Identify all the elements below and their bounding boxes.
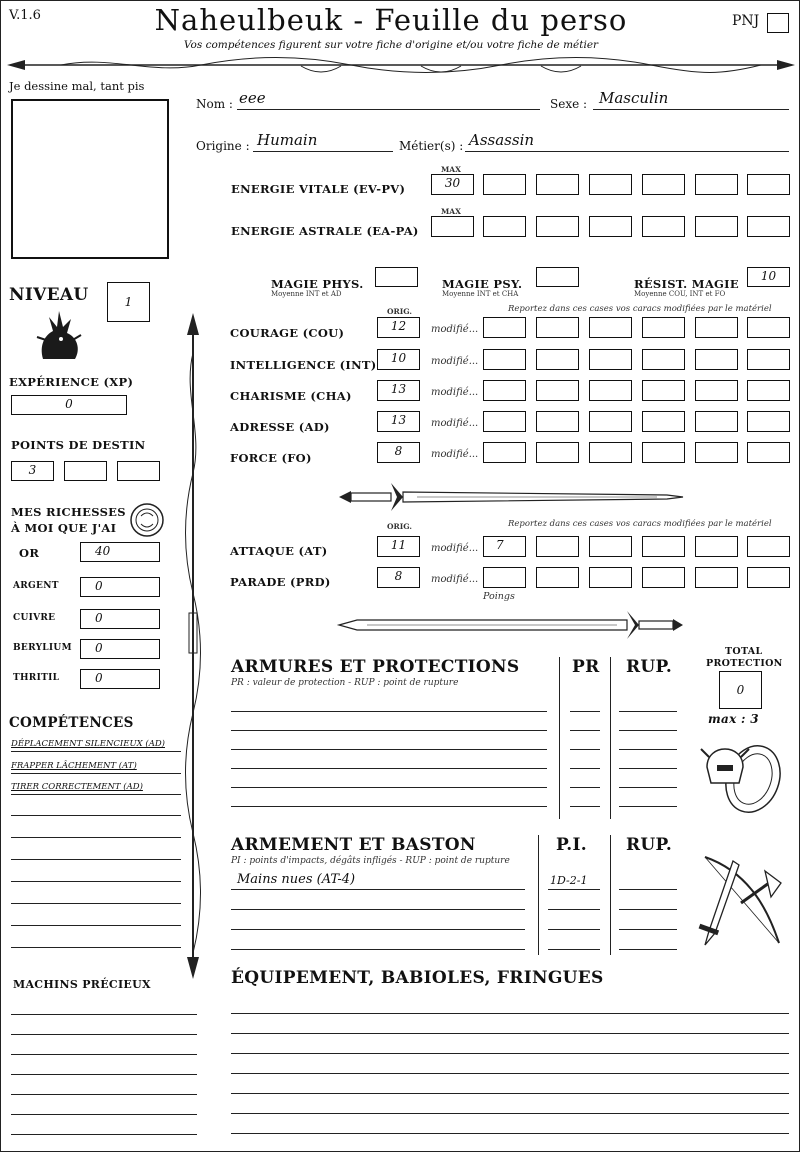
equipement-line bbox=[231, 1113, 789, 1114]
weapon-pi-value[interactable]: 1D-2-1 bbox=[550, 874, 588, 887]
carac-orig-box-3[interactable]: 13 bbox=[377, 411, 420, 432]
ev-max-box[interactable]: 30 bbox=[431, 174, 474, 195]
coin-icon bbox=[129, 502, 165, 538]
ev-box-6[interactable] bbox=[747, 174, 790, 195]
attaque-label: ATTAQUE (AT) bbox=[230, 544, 328, 558]
richesses-label-2: À MOI QUE J'AI bbox=[11, 521, 117, 535]
armure-line-1 bbox=[231, 730, 547, 731]
carac-mod-box-2-0[interactable] bbox=[483, 380, 526, 401]
competence-empty-line bbox=[11, 925, 181, 926]
parade-label: PARADE (PRD) bbox=[230, 575, 331, 589]
competence-empty-line bbox=[11, 881, 181, 882]
magie-phys-box[interactable] bbox=[375, 267, 418, 287]
attaque-mod-box-4[interactable] bbox=[695, 536, 738, 557]
richesse-box-4[interactable]: 0 bbox=[80, 669, 160, 689]
carac-mod-box-0-5[interactable] bbox=[747, 317, 790, 338]
armement-pi-line-0 bbox=[548, 889, 600, 890]
armement-rup-line-3 bbox=[619, 949, 677, 950]
total-protection-label-2: PROTECTION bbox=[706, 658, 783, 669]
carac-modified-label-3: modifié... bbox=[431, 418, 479, 429]
richesses-label-1: MES RICHESSES bbox=[11, 505, 126, 519]
carac-mod-box-3-2[interactable] bbox=[589, 411, 632, 432]
carac-mod-box-1-5[interactable] bbox=[747, 349, 790, 370]
carac-mod-box-3-0[interactable] bbox=[483, 411, 526, 432]
pnj-label: PNJ bbox=[732, 13, 760, 29]
destin-label: POINTS DE DESTIN bbox=[11, 438, 146, 452]
carac-orig-box-0[interactable]: 12 bbox=[377, 317, 420, 338]
armure-rup-line-5 bbox=[619, 806, 677, 807]
magie-psy-note: Moyenne INT et CHA bbox=[442, 290, 519, 298]
combat-orig-label: ORIG. bbox=[387, 522, 413, 531]
header-ornament-icon bbox=[1, 53, 800, 79]
equipement-title: ÉQUIPEMENT, BABIOLES, FRINGUES bbox=[231, 968, 604, 988]
ea-box-6[interactable] bbox=[747, 216, 790, 237]
armement-line-1 bbox=[231, 909, 525, 910]
armure-rup-line-1 bbox=[619, 730, 677, 731]
nom-underline bbox=[237, 109, 540, 110]
attaque-mod-box-1[interactable] bbox=[536, 536, 579, 557]
carac-mod-box-4-4[interactable] bbox=[695, 442, 738, 463]
weapons-icon bbox=[691, 853, 785, 949]
armure-line-3 bbox=[231, 768, 547, 769]
carac-modified-label-1: modifié... bbox=[431, 356, 479, 367]
carac-mod-box-0-4[interactable] bbox=[695, 317, 738, 338]
competence-item-1[interactable]: FRAPPER LÂCHEMENT (AT) bbox=[11, 761, 137, 771]
carac-label-1: INTELLIGENCE (INT) bbox=[230, 358, 377, 372]
armure-pr-line-0 bbox=[570, 711, 600, 712]
armures-title: ARMURES ET PROTECTIONS bbox=[231, 657, 520, 677]
niveau-box[interactable]: 1 bbox=[107, 282, 150, 322]
armure-line-5 bbox=[231, 806, 547, 807]
carac-mod-box-0-1[interactable] bbox=[536, 317, 579, 338]
nom-label: Nom : bbox=[196, 97, 233, 111]
armement-pi-line-2 bbox=[548, 929, 600, 930]
carac-mod-box-1-1[interactable] bbox=[536, 349, 579, 370]
attaque-mod-box-0[interactable]: 7 bbox=[483, 536, 526, 557]
nom-value[interactable]: eee bbox=[239, 89, 266, 107]
ea-box-4[interactable] bbox=[642, 216, 685, 237]
machins-line bbox=[11, 1014, 197, 1015]
resist-magie-note: Moyenne COU, INT et FO bbox=[634, 290, 726, 298]
ev-label: ENERGIE VITALE (EV-PV) bbox=[231, 182, 406, 196]
poings-label: Poings bbox=[483, 591, 515, 602]
armement-line-2 bbox=[231, 929, 525, 930]
parade-mod-box-1[interactable] bbox=[536, 567, 579, 588]
carac-mod-box-1-3[interactable] bbox=[642, 349, 685, 370]
equipement-line bbox=[231, 1033, 789, 1034]
machins-line bbox=[11, 1054, 197, 1055]
armement-line-3 bbox=[231, 949, 525, 950]
xp-box[interactable]: 0 bbox=[11, 395, 127, 415]
competence-empty-line bbox=[11, 903, 181, 904]
armement-divider-2 bbox=[610, 835, 611, 955]
dragon-icon bbox=[35, 307, 83, 363]
magie-psy-label: MAGIE PSY. bbox=[442, 277, 523, 291]
carac-mod-box-2-4[interactable] bbox=[695, 380, 738, 401]
machins-label: MACHINS PRÉCIEUX bbox=[13, 978, 151, 991]
machins-line bbox=[11, 1114, 197, 1115]
armement-rup-line-2 bbox=[619, 929, 677, 930]
carac-mod-box-4-0[interactable] bbox=[483, 442, 526, 463]
armure-line-2 bbox=[231, 749, 547, 750]
carac-mod-box-1-2[interactable] bbox=[589, 349, 632, 370]
competences-label: COMPÉTENCES bbox=[9, 715, 134, 731]
ev-max-label: MAX bbox=[441, 165, 461, 174]
weapon-name-value[interactable]: Mains nues (AT-4) bbox=[237, 872, 356, 887]
resist-magie-box[interactable]: 10 bbox=[747, 267, 790, 287]
parade-mod-box-2[interactable] bbox=[589, 567, 632, 588]
magie-phys-label: MAGIE PHYS. bbox=[271, 277, 364, 291]
attaque-mod-box-3[interactable] bbox=[642, 536, 685, 557]
armure-line-0 bbox=[231, 711, 547, 712]
parade-orig-box[interactable]: 8 bbox=[377, 567, 420, 588]
parade-mod-box-5[interactable] bbox=[747, 567, 790, 588]
carac-mod-box-0-0[interactable] bbox=[483, 317, 526, 338]
portrait-caption: Je dessine mal, tant pis bbox=[9, 79, 145, 93]
page-subtitle: Vos compétences figurent sur votre fiche d'origine et/ou votre fiche de métier bbox=[183, 39, 599, 51]
attaque-mod-box-5[interactable] bbox=[747, 536, 790, 557]
armement-col-rup: RUP. bbox=[626, 835, 673, 855]
carac-mod-box-1-4[interactable] bbox=[695, 349, 738, 370]
machins-line bbox=[11, 1094, 197, 1095]
carac-note: Reportez dans ces cases vos caracs modifiées par le matériel bbox=[508, 304, 772, 314]
armure-pr-line-5 bbox=[570, 806, 600, 807]
richesse-label-0: OR bbox=[19, 546, 40, 560]
version-label: V.1.6 bbox=[9, 8, 41, 23]
carac-mod-box-4-3[interactable] bbox=[642, 442, 685, 463]
armement-col-pi: P.I. bbox=[556, 835, 587, 855]
armures-col-pr: PR bbox=[572, 657, 600, 677]
carac-mod-box-2-1[interactable] bbox=[536, 380, 579, 401]
magie-phys-note: Moyenne INT et AD bbox=[271, 290, 342, 298]
attaque-mod-box-2[interactable] bbox=[589, 536, 632, 557]
carac-mod-box-1-0[interactable] bbox=[483, 349, 526, 370]
metier-label: Métier(s) : bbox=[399, 139, 464, 153]
armures-divider-2 bbox=[610, 657, 611, 819]
carac-mod-box-0-2[interactable] bbox=[589, 317, 632, 338]
metier-underline bbox=[465, 151, 789, 152]
helmet-shield-icon bbox=[695, 727, 785, 819]
machins-line bbox=[11, 1034, 197, 1035]
carac-label-0: COURAGE (COU) bbox=[230, 326, 345, 340]
armement-pi-line-3 bbox=[548, 949, 600, 950]
origine-label: Origine : bbox=[196, 139, 250, 153]
portrait-box[interactable] bbox=[11, 99, 169, 259]
total-protection-box[interactable]: 0 bbox=[719, 671, 762, 709]
armure-rup-line-4 bbox=[619, 787, 677, 788]
carac-modified-label-0: modifié... bbox=[431, 324, 479, 335]
armement-divider-1 bbox=[538, 835, 539, 955]
destin-box-1[interactable]: 3 bbox=[11, 461, 54, 481]
parade-mod-box-3[interactable] bbox=[642, 567, 685, 588]
carac-orig-box-2[interactable]: 13 bbox=[377, 380, 420, 401]
armement-rup-line-0 bbox=[619, 889, 677, 890]
armure-pr-line-3 bbox=[570, 768, 600, 769]
richesse-box-3[interactable]: 0 bbox=[80, 639, 160, 659]
armement-note: PI : points d'impacts, dégâts infligés - RUP : point de rupture bbox=[231, 856, 510, 866]
carac-orig-label: ORIG. bbox=[387, 307, 413, 316]
ev-box-4[interactable] bbox=[642, 174, 685, 195]
ea-max-box[interactable] bbox=[431, 216, 474, 237]
competence-empty-line bbox=[11, 947, 181, 948]
origine-value[interactable]: Humain bbox=[257, 131, 318, 149]
competence-line-1 bbox=[11, 773, 181, 774]
machins-line bbox=[11, 1074, 197, 1075]
competence-empty-line bbox=[11, 815, 181, 816]
parade-mod-box-4[interactable] bbox=[695, 567, 738, 588]
sexe-value[interactable]: Masculin bbox=[599, 89, 669, 107]
armement-rup-line-1 bbox=[619, 909, 677, 910]
spear-icon bbox=[181, 313, 205, 981]
carac-label-4: FORCE (FO) bbox=[230, 451, 312, 465]
armure-rup-line-3 bbox=[619, 768, 677, 769]
ea-box-3[interactable] bbox=[589, 216, 632, 237]
parade-mod-box-0[interactable] bbox=[483, 567, 526, 588]
sexe-underline bbox=[593, 109, 789, 110]
ev-box-5[interactable] bbox=[695, 174, 738, 195]
richesse-label-4: THRITIL bbox=[13, 673, 60, 683]
carac-mod-box-3-1[interactable] bbox=[536, 411, 579, 432]
pnj-checkbox[interactable] bbox=[767, 13, 789, 33]
equipement-line bbox=[231, 1093, 789, 1094]
resist-magie-label: RÉSIST. MAGIE bbox=[634, 277, 739, 291]
armures-col-rup: RUP. bbox=[626, 657, 673, 677]
ev-box-1[interactable] bbox=[483, 174, 526, 195]
carac-mod-box-2-3[interactable] bbox=[642, 380, 685, 401]
total-protection-label-1: TOTAL bbox=[725, 646, 763, 657]
equipement-line bbox=[231, 1053, 789, 1054]
destin-box-3[interactable] bbox=[117, 461, 160, 481]
attaque-orig-box[interactable]: 11 bbox=[377, 536, 420, 557]
carac-modified-label-4: modifié... bbox=[431, 449, 479, 460]
competence-item-0[interactable]: DÉPLACEMENT SILENCIEUX (AD) bbox=[11, 739, 165, 749]
metier-value[interactable]: Assassin bbox=[469, 131, 535, 149]
richesse-label-3: BERYLIUM bbox=[13, 643, 72, 653]
carac-mod-box-3-4[interactable] bbox=[695, 411, 738, 432]
richesse-box-2[interactable]: 0 bbox=[80, 609, 160, 629]
parade-modified-label: modifié... bbox=[431, 574, 479, 585]
combat-note: Reportez dans ces cases vos caracs modifiées par le matériel bbox=[508, 519, 772, 529]
magie-psy-box[interactable] bbox=[536, 267, 579, 287]
armure-pr-line-4 bbox=[570, 787, 600, 788]
ea-box-2[interactable] bbox=[536, 216, 579, 237]
machins-line bbox=[11, 1134, 197, 1135]
armement-pi-line-1 bbox=[548, 909, 600, 910]
armures-divider-1 bbox=[559, 657, 560, 819]
armure-pr-line-2 bbox=[570, 749, 600, 750]
carac-mod-box-4-1[interactable] bbox=[536, 442, 579, 463]
carac-mod-box-4-2[interactable] bbox=[589, 442, 632, 463]
richesse-label-2: CUIVRE bbox=[13, 613, 56, 623]
richesse-box-0[interactable]: 40 bbox=[80, 542, 160, 562]
carac-mod-box-2-5[interactable] bbox=[747, 380, 790, 401]
armure-line-4 bbox=[231, 787, 547, 788]
armures-note: PR : valeur de protection - RUP : point de rupture bbox=[231, 678, 459, 688]
ea-box-1[interactable] bbox=[483, 216, 526, 237]
destin-box-2[interactable] bbox=[64, 461, 107, 481]
niveau-label: NIVEAU bbox=[9, 285, 89, 305]
sword-icon bbox=[337, 479, 685, 515]
competence-item-2[interactable]: TIRER CORRECTEMENT (AD) bbox=[11, 782, 143, 792]
origine-underline bbox=[253, 151, 393, 152]
carac-mod-box-3-3[interactable] bbox=[642, 411, 685, 432]
equipement-line bbox=[231, 1013, 789, 1014]
ea-label: ENERGIE ASTRALE (EA-PA) bbox=[231, 224, 419, 238]
carac-label-3: ADRESSE (AD) bbox=[230, 420, 330, 434]
richesse-label-1: ARGENT bbox=[13, 581, 59, 591]
carac-orig-box-1[interactable]: 10 bbox=[377, 349, 420, 370]
equipement-line bbox=[231, 1133, 789, 1134]
attaque-modified-label: modifié... bbox=[431, 543, 479, 554]
carac-mod-box-3-5[interactable] bbox=[747, 411, 790, 432]
competence-line-2 bbox=[11, 794, 181, 795]
armure-rup-line-2 bbox=[619, 749, 677, 750]
total-protection-max: max : 3 bbox=[708, 712, 759, 726]
armement-title: ARMEMENT ET BASTON bbox=[231, 835, 476, 855]
competence-empty-line bbox=[11, 837, 181, 838]
xp-label: EXPÉRIENCE (XP) bbox=[9, 375, 134, 389]
ev-box-2[interactable] bbox=[536, 174, 579, 195]
carac-label-2: CHARISME (CHA) bbox=[230, 389, 352, 403]
richesse-box-1[interactable]: 0 bbox=[80, 577, 160, 597]
page-title: Naheulbeuk - Feuille du perso bbox=[154, 3, 628, 37]
sexe-label: Sexe : bbox=[550, 97, 588, 111]
armement-line-0 bbox=[231, 889, 525, 890]
carac-mod-box-0-3[interactable] bbox=[642, 317, 685, 338]
carac-modified-label-2: modifié... bbox=[431, 387, 479, 398]
competence-line-0 bbox=[11, 751, 181, 752]
carac-mod-box-2-2[interactable] bbox=[589, 380, 632, 401]
competence-empty-line bbox=[11, 859, 181, 860]
ev-box-3[interactable] bbox=[589, 174, 632, 195]
sword-icon-2 bbox=[337, 607, 685, 643]
carac-orig-box-4[interactable]: 8 bbox=[377, 442, 420, 463]
ea-box-5[interactable] bbox=[695, 216, 738, 237]
ea-max-label: MAX bbox=[441, 207, 461, 216]
equipement-line bbox=[231, 1073, 789, 1074]
armure-rup-line-0 bbox=[619, 711, 677, 712]
armure-pr-line-1 bbox=[570, 730, 600, 731]
carac-mod-box-4-5[interactable] bbox=[747, 442, 790, 463]
